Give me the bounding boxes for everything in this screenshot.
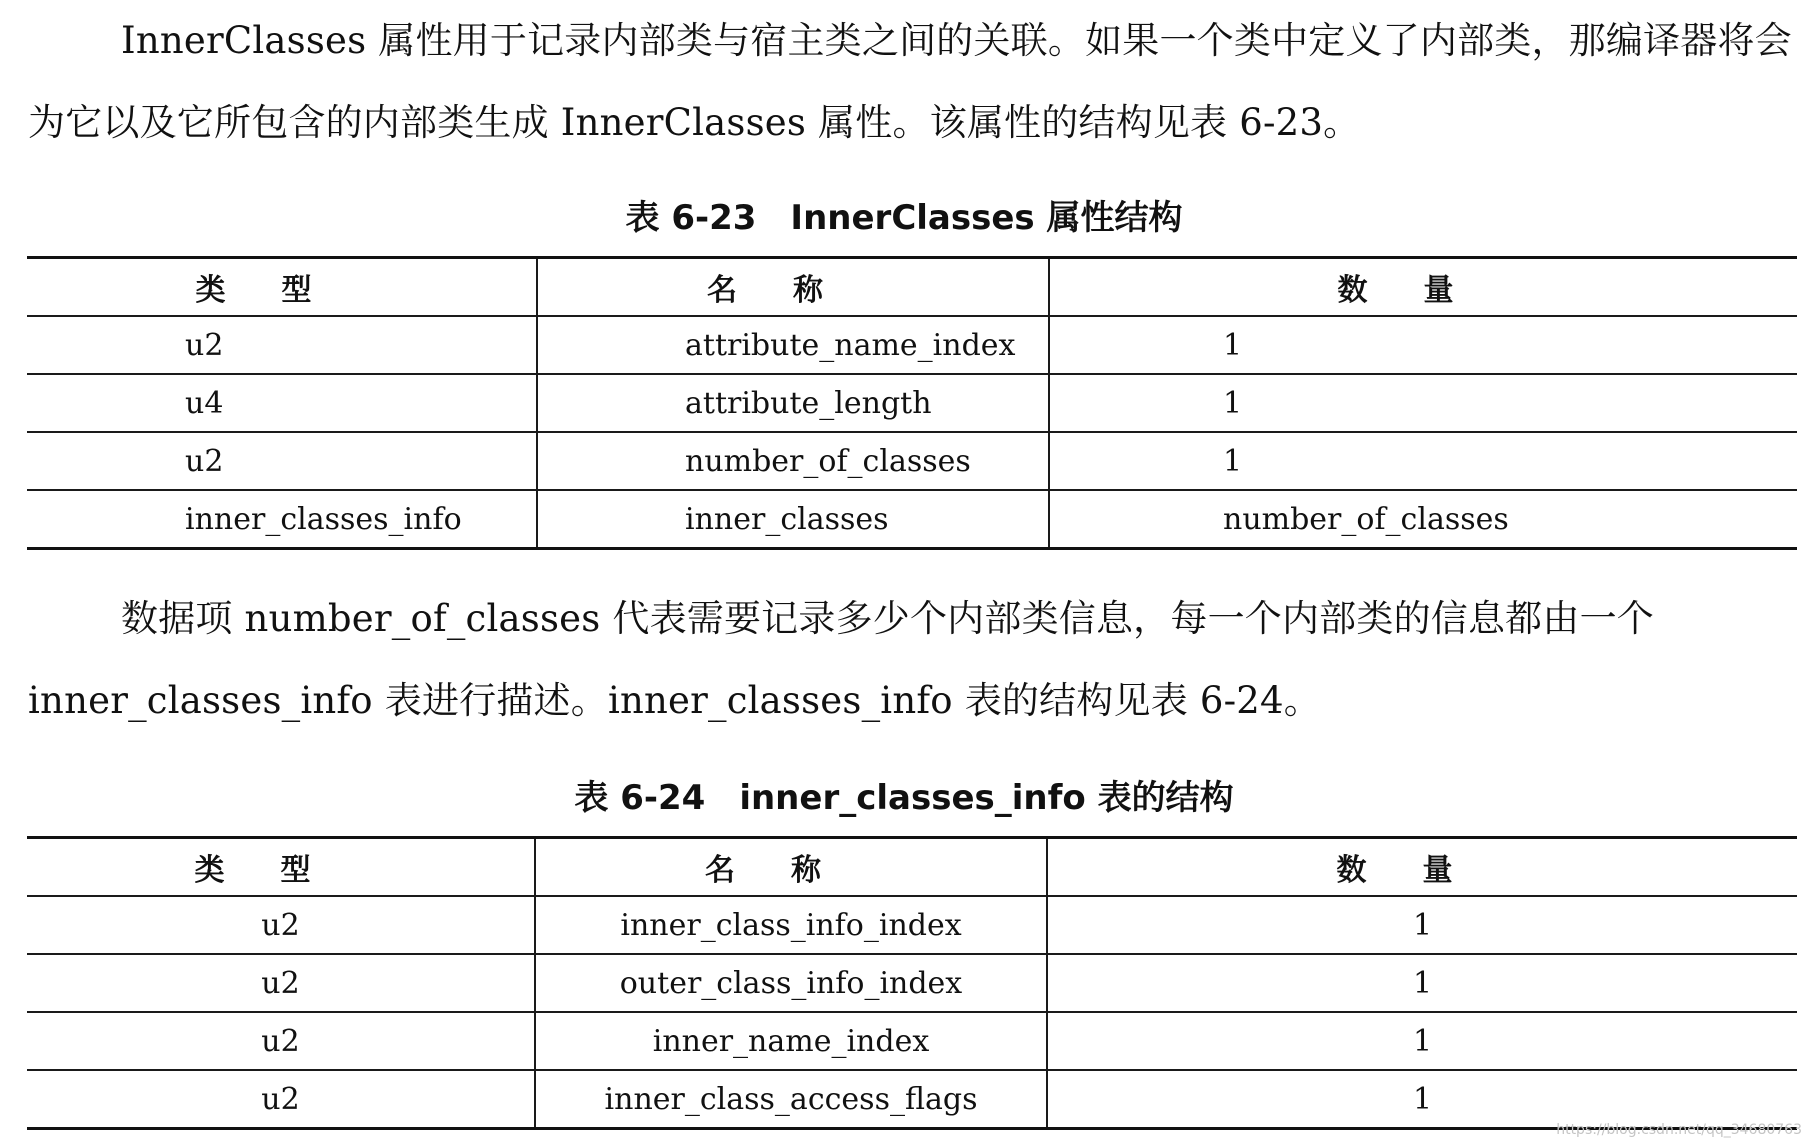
table-header-row [27, 258, 1797, 317]
column-header-count: 数量 [1047, 838, 1797, 897]
table-row [27, 490, 1797, 549]
table-row [27, 316, 1797, 374]
table-row [27, 896, 1797, 954]
cell-count: 1 [1049, 432, 1797, 490]
table-row [27, 432, 1797, 490]
paragraph-intro: InnerClasses 属性用于记录内部类与宿主类之间的关联。如果一个类中定义了内部类，那编译器将会为它以及它所包含的内部类生成 InnerClasses 属性。该属性的结构见表 6-23。 [28, 19, 1792, 144]
cell-name: inner_name_index [535, 1012, 1047, 1070]
table-row [27, 954, 1797, 1012]
table-6-23-caption: 表 6-23 InnerClasses 属性结构 [625, 198, 1183, 238]
table-row [27, 1012, 1797, 1070]
column-header-type: 类型 [27, 258, 537, 317]
cell-type: u4 [27, 374, 537, 432]
column-header-type: 类型 [27, 838, 535, 897]
watermark-url: https://blog.csdn.net/qq_34680763 [1556, 1122, 1802, 1138]
cell-count: 1 [1047, 1070, 1797, 1129]
cell-name: inner_class_access_flags [535, 1070, 1047, 1129]
cell-name: inner_class_info_index [535, 896, 1047, 954]
cell-type: u2 [27, 316, 537, 374]
cell-type: u2 [27, 432, 537, 490]
cell-type: u2 [27, 954, 535, 1012]
column-header-name: 名称 [535, 838, 1047, 897]
table-6-24-caption: 表 6-24 inner_classes_info 表的结构 [574, 778, 1234, 818]
paragraph-inner-classes-info: 数据项 number_of_classes 代表需要记录多少个内部类信息，每一个内部类的信息都由一个 inner_classes_info 表进行描述。inner_classes_info 表的结构见表 6-24。 [28, 597, 1654, 722]
cell-name: outer_class_info_index [535, 954, 1047, 1012]
table-header-row [27, 838, 1797, 897]
cell-count: number_of_classes [1049, 490, 1797, 549]
cell-type: inner_classes_info [27, 490, 537, 549]
table-row [27, 374, 1797, 432]
cell-type: u2 [27, 1070, 535, 1129]
inner-classes-info-table [27, 836, 1797, 1130]
cell-type: u2 [27, 1012, 535, 1070]
cell-count: 1 [1047, 896, 1797, 954]
cell-name: number_of_classes [537, 432, 1049, 490]
innerclasses-attribute-table [27, 256, 1797, 550]
cell-name: attribute_name_index [537, 316, 1049, 374]
column-header-name: 名称 [537, 258, 1049, 317]
column-header-count: 数量 [1049, 258, 1797, 317]
cell-count: 1 [1047, 954, 1797, 1012]
cell-count: 1 [1049, 316, 1797, 374]
cell-count: 1 [1047, 1012, 1797, 1070]
cell-count: 1 [1049, 374, 1797, 432]
cell-type: u2 [27, 896, 535, 954]
cell-name: attribute_length [537, 374, 1049, 432]
cell-name: inner_classes [537, 490, 1049, 549]
table-row [27, 1070, 1797, 1129]
